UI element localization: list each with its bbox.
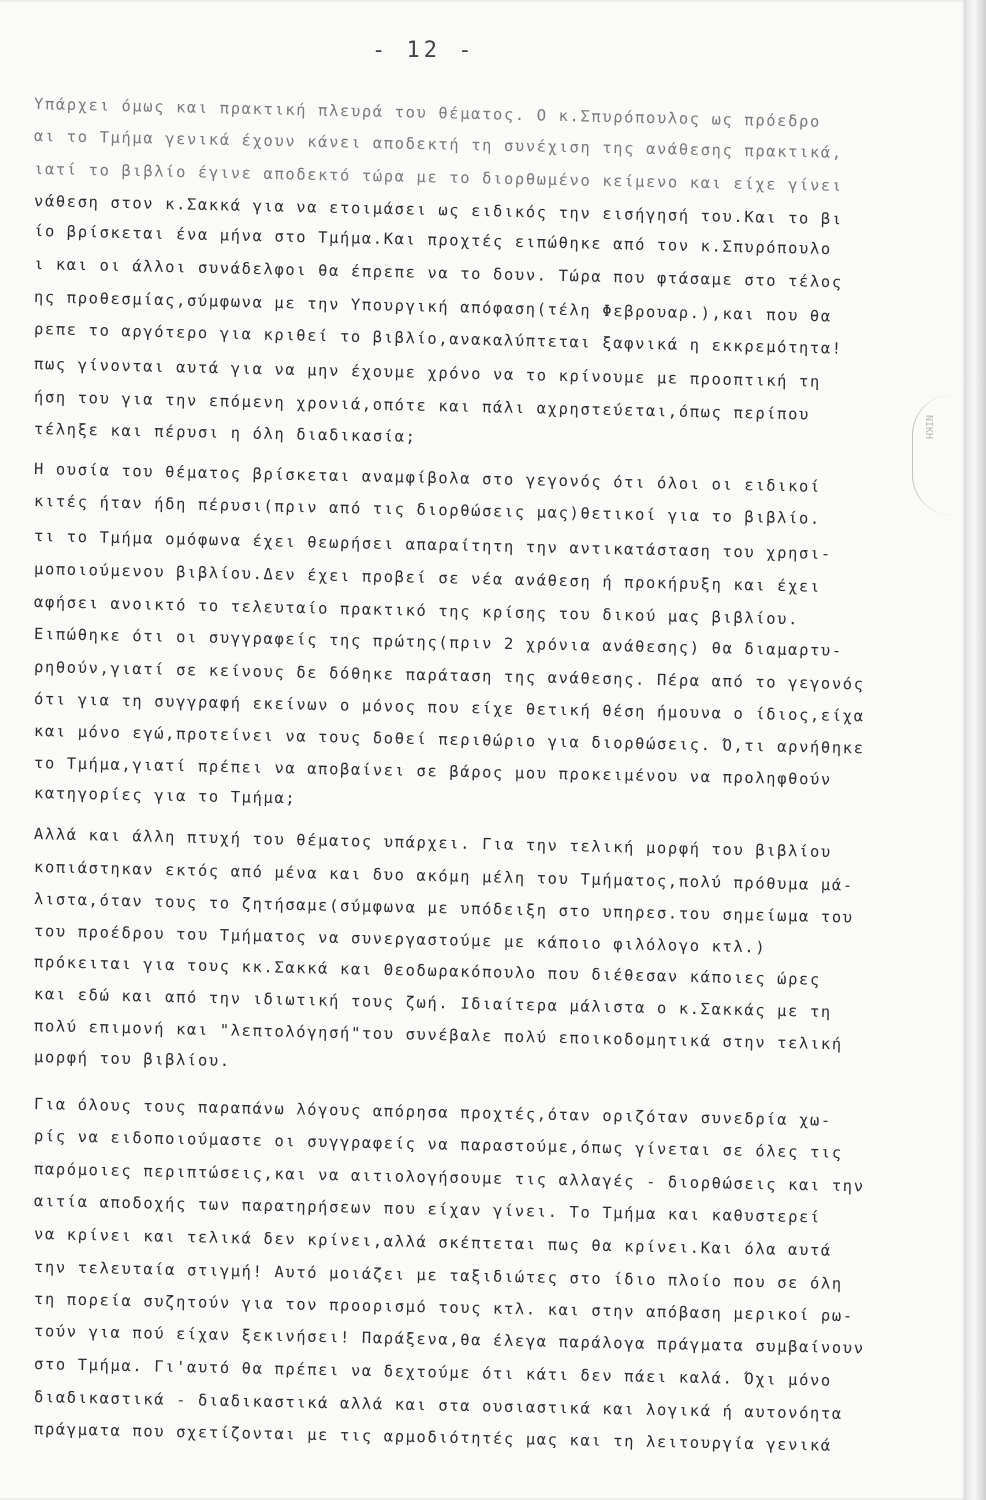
text-line: ρηθούν,γιατί σε κείνους δε δόθηκε παράταση της ανάθεσης. Πέρα από το γεγονός <box>33 658 865 694</box>
text-line: τούν για πού είχαν ξεκινήσει! Παράξενα,θα έλεγα παράλογα πράγματα συμβαίνουν <box>33 1322 865 1358</box>
text-line: μορφή του βιβλίου. <box>33 1048 231 1071</box>
text-line: να κρίνει και τελικά δεν κρίνει,αλλά σκέπτεται πως θα κρίνει.Και όλα αυτά <box>33 1225 833 1260</box>
text-line: ιατί το βιβλίο έγινε αποδεκτό τώρα με το διορθωμένο κείμενο και είχε γίνει <box>33 160 843 195</box>
text-line: ης προθεσμίας,σύμφωνα με την Υπουργική απόφαση(τέλη Φεβρουαρ.),και που θα <box>33 288 833 326</box>
text-line: ρεπε το αργότερο για κριθεί το βιβλίο,ανακαλύπτεται ξαφνικά η εκκρεμότητα! <box>33 320 843 358</box>
text-line: την τελευταία στιγμή! Αυτό μοιάζει με ταξιδιώτες στο ίδιο πλοίο που σε όλη <box>33 1258 843 1293</box>
text-line: ότι για τη συγγραφή εκείνων ο μόνος που είχε θετική θέση ήμουνα ο ίδιος,είχα <box>33 690 865 726</box>
text-line: αφήσει ανοικτό το τελευταίο πρακτικό της κρίσης του δικού μας βιβλίου. <box>33 593 800 629</box>
stamp-text: ΝΙΚΗ <box>923 415 934 440</box>
text-line: το Τμήμα,γιατί πρέπει να αποβαίνει σε βάρος μου προκειμένου να προληφθούν <box>33 754 833 789</box>
text-line: τη πορεία συζητούν για τον προορισμό τους κτλ. και στην απόβαση μερικοί ρω- <box>33 1290 854 1326</box>
text-line: παρόμοιες περιπτώσεις,και να αιτιολογήσουμε τις αλλαγές - διορθώσεις και την <box>33 1160 865 1196</box>
text-line: αιτία αποδοχής των παρατηρήσεων που είχαν γίνει. Το Τμήμα και καθυστερεί <box>33 1192 822 1227</box>
text-line: στο Τμήμα. Γι'αυτό θα πρέπει να δεχτούμε ότι κάτι δεν πάει καλά. Όχι μόνο <box>33 1355 833 1390</box>
text-line: νάθεση στον κ.Σακκά για να ετοιμάσει ως ειδικός την εισήγησή του.Και το βι <box>33 192 843 229</box>
text-line: Αλλά και άλλη πτυχή του θέματος υπάρχει. Για την τελική μορφή του βιβλίου <box>33 825 833 862</box>
stamp-mark <box>912 395 966 515</box>
text-line: πρόκειται για τους κκ.Σακκά και Θεοδωρακόπουλο που διέθεσαν κάποιες ώρες <box>33 953 822 989</box>
text-line: και εδώ και από την ιδιωτική τους ζωή. Ιδιαίτερα μάλιστα ο κ.Σακκάς με τη <box>33 985 833 1022</box>
text-line: πολύ επιμονή και "λεπτολόγησή"του συνέβαλε πολύ εποικοδομητικά στην τελική <box>33 1017 843 1054</box>
text-line: Για όλους τους παραπάνω λόγους απόρησα προχτές,όταν οριζόταν συνεδρία χω- <box>33 1095 833 1130</box>
page-number: - 12 - <box>372 38 476 63</box>
text-line: ήση του για την επόμενη χρονιά,οπότε και πάλι αχρηστεύεται,όπως περίπου <box>33 388 811 424</box>
text-line: και μόνο εγώ,προτείνει να τους δοθεί περιθώριο για διορθώσεις. Ό,τι αρνήθηκε <box>33 722 865 758</box>
text-line: κοπιάστηκαν εκτός από μένα και δυο ακόμη μέλη του Τμήματος,πολύ πρόθυμα μά- <box>33 858 854 895</box>
text-line: πράγματα που σχετίζονται με τις αρμοδιότητές μας και τη λειτουργία γενικά <box>33 1420 833 1455</box>
text-line: τι το Τμήμα ομόφωνα έχει θεωρήσει απαραίτητη την αντικατάσταση του χρησι- <box>33 527 833 564</box>
text-line: του προέδρου του Τμήματος να συνεργαστούμε με κάποιο φιλόλογο κτλ.) <box>33 922 767 957</box>
text-line: λιστα,όταν τους το ζητήσαμε(σύμφωνα με υπόδειξη στο υπηρεσ.του σημείωμα του <box>33 890 854 927</box>
text-line: Ειπώθηκε ότι οι συγγραφείς της πρώτης(πριν 2 χρόνια ανάθεσης) θα διαμαρτυ- <box>33 625 843 660</box>
text-line: ρίς να ειδοποιούμαστε οι συγγραφείς να παραστούμε,όπως γίνεται σε όλες τις <box>33 1127 843 1162</box>
text-line: τέληξε και πέρυσι η όλη διαδικασία; <box>33 420 417 447</box>
text-line: μοποιούμενου βιβλίου.Δεν έχει προβεί σε νέα ανάθεση ή προκήρυξη και έχει <box>33 560 822 596</box>
page-edge <box>966 0 986 1500</box>
text-line: κιτές ήταν ήδη πέρυσι(πριν από τις διορθώσεις μας)θετικοί για το βιβλίο. <box>33 492 822 528</box>
text-line: Η ουσία του θέματος βρίσκεται αναμφίβολα στο γεγονός ότι όλοι οι ειδικοί <box>33 460 822 496</box>
text-line: αι το Τμήμα γενικά έχουν κάνει αποδεκτή τη συνέχιση της ανάθεσης πρακτικά, <box>33 127 843 162</box>
text-line: ι και οι άλλοι συνάδελφοι θα έπρεπε να το δουν. Τώρα που φτάσαμε στο τέλος <box>33 255 843 292</box>
text-line: πως γίνονται αυτά για να μην έχουμε χρόνο να το κρίνουμε με προοπτική τη <box>33 355 822 391</box>
text-line: ίο βρίσκεται ένα μήνα στο Τμήμα.Και προχτές ειπώθηκε από τον κ.Σπυρόπουλο <box>33 222 833 259</box>
text-line: κατηγορίες για το Τμήμα; <box>33 784 297 808</box>
text-line: Υπάρχει όμως και πρακτική πλευρά του θέματος. Ο κ.Σπυρόπουλος ως πρόεδρο <box>33 95 822 131</box>
text-line: διαδικαστικά - διαδικαστικά αλλά και στα ουσιαστικά και λογικά ή αυτονόητα <box>33 1388 843 1423</box>
